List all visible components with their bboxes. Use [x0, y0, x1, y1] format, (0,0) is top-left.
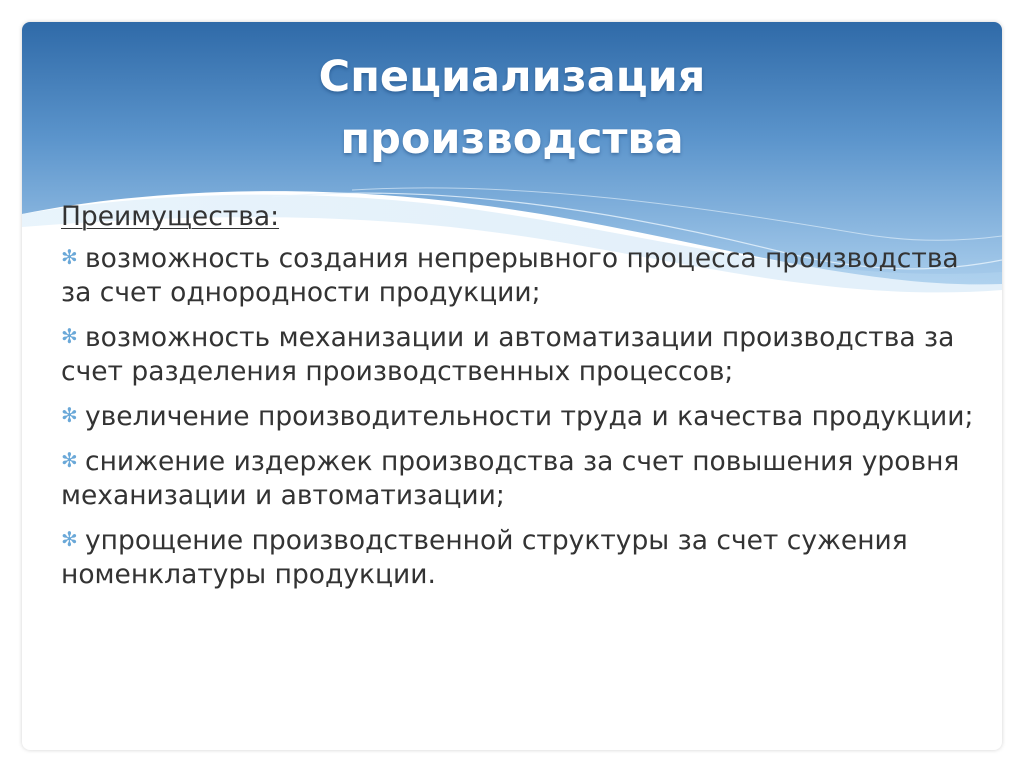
list-item-text: возможность создания непрерывного процесса производства за счет однородности продукции;	[61, 243, 959, 308]
asterisk-bullet-icon: ✻	[61, 448, 78, 472]
asterisk-bullet-icon: ✻	[61, 324, 78, 348]
slide-title-line-2: производства	[340, 114, 684, 164]
asterisk-bullet-icon: ✻	[61, 527, 78, 551]
list-item	[61, 522, 991, 592]
list-item-text: упрощение производственной структуры за счет сужения номенклатуры продукции.	[61, 525, 908, 590]
advantages-heading-text: Преимущества:	[61, 201, 280, 232]
list-item-text: увеличение производительности труда и качества продукции;	[85, 401, 974, 432]
list-item-text: возможность механизации и автоматизации производства за счет разделения производственных процессов;	[61, 322, 955, 387]
list-item	[61, 319, 991, 389]
list-item	[61, 240, 991, 310]
slide-title	[22, 46, 1002, 170]
asterisk-bullet-icon: ✻	[61, 245, 78, 269]
advantages-heading	[61, 200, 991, 234]
list-item	[61, 443, 991, 513]
slide-title-line-1: Специализация	[318, 52, 706, 102]
slide-body	[61, 200, 991, 601]
list-item-text: снижение издержек производства за счет повышения уровня механизации и автоматизации;	[61, 446, 960, 511]
slide	[22, 22, 1002, 750]
list-item	[61, 398, 991, 434]
asterisk-bullet-icon: ✻	[61, 403, 78, 427]
